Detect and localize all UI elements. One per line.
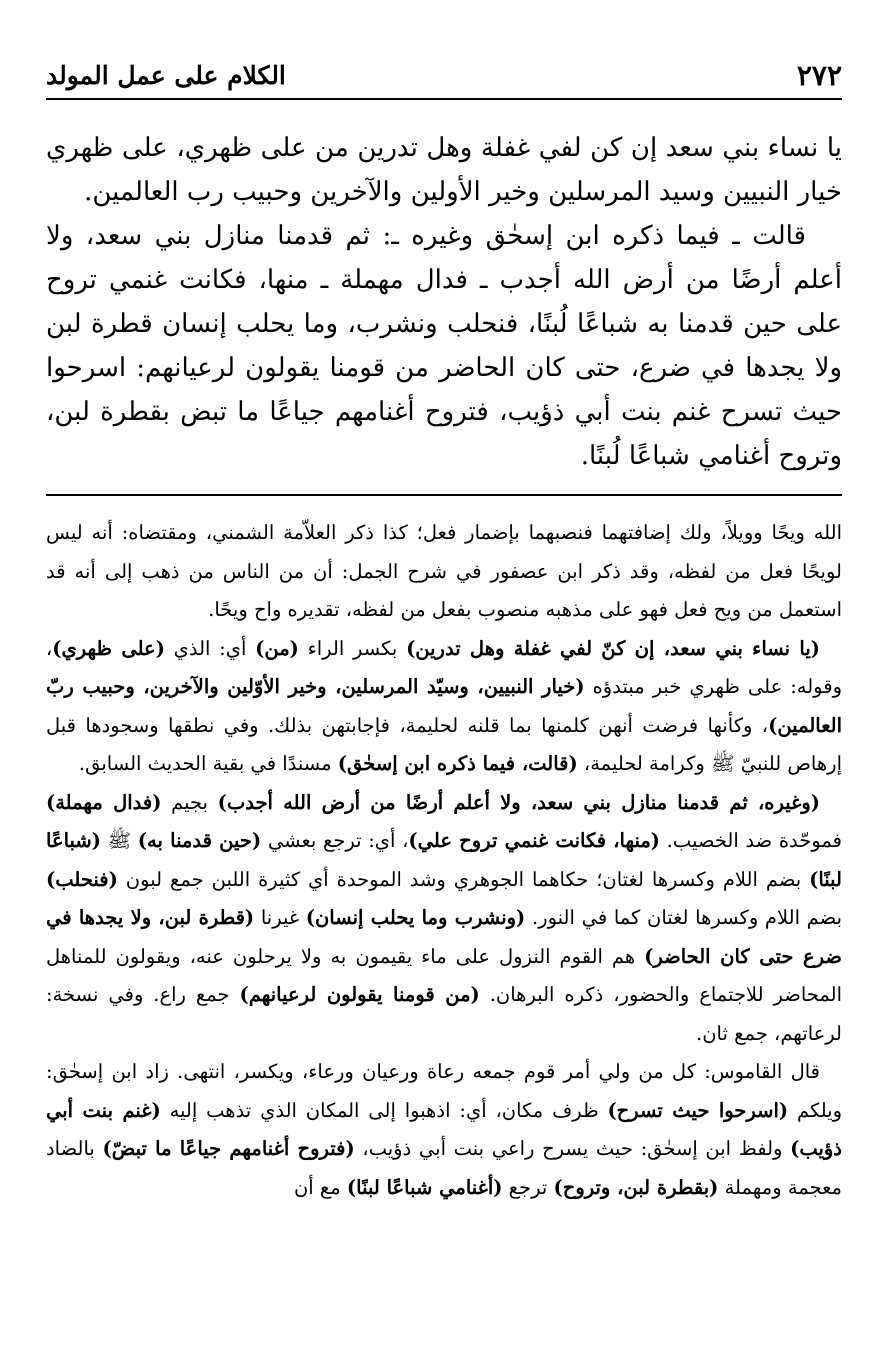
- commentary-text: ، وكأنها فرضت أنهن كلمنها بما قلنه لحليمة، فإجابتهن بذلك. وفي نطقها وسجودها قبل إرهاص للنبيّ ﷺ وكرامة لحليمة،: [46, 713, 842, 775]
- bold-quoted-phrase: (فنحلب): [46, 867, 118, 891]
- commentary-text: ، أي: ترجع بعشي: [261, 829, 409, 852]
- bold-quoted-phrase: (منها، فكانت غنمي تروح علي): [408, 829, 661, 852]
- page-header: [46, 52, 842, 100]
- commentary-text: ﷺ: [100, 829, 138, 852]
- main-paragraph-2: قالت ـ فيما ذكره ابن إسحٰق وغيره ـ: ثم قدمنا منازل بني سعد، ولا أعلم أرضًا من أرض الله أجدب ـ فدال مهملة ـ منها، فكانت غنمي تروح على حين قدمنا به شباعًا لُبنًا، فنحلب ونشرب، وما يحلب إنسان قطرة لبن ولا يجدها في ضرع، حتى كان الحاضر من قومنا يقولون لرعيانهم: اسرحوا حيث تسرح غنم بنت أبي ذؤيب، فتروح أغنامهم جياعًا ما تبض بقطرة لبن، وتروح أغنامي شباعًا لُبنًا.: [46, 221, 842, 471]
- bold-quoted-phrase: (على ظهري): [52, 636, 165, 660]
- commentary-text: أي: الذي: [164, 636, 256, 660]
- footnote-paragraph-2: [46, 630, 842, 784]
- commentary-text: بجيم: [161, 790, 218, 814]
- commentary-text: غيرنا: [254, 906, 306, 929]
- commentary-text: ولفظ ابن إسحٰق: حيث يسرح راعي بنت أبي ذؤيب،: [354, 1137, 791, 1160]
- bold-quoted-phrase: (غنم بنت أبي ذؤيب): [46, 1098, 842, 1160]
- page-number: ٢٧٢: [796, 58, 842, 92]
- bold-quoted-phrase: (فدال مهملة): [46, 790, 162, 814]
- bold-quoted-phrase: (أغنامي شباعًا لبنًا): [346, 1175, 503, 1199]
- footnote-paragraph-3: [46, 784, 842, 1054]
- commentary-text: ترجع: [502, 1175, 554, 1199]
- commentary-text: فموحّدة ضد الخصيب.: [660, 829, 843, 852]
- bold-quoted-phrase: (يا نساء بني سعد، إن كنّ لفي غفلة وهل تدرين): [406, 636, 820, 660]
- footnotes: [46, 514, 842, 1207]
- commentary-text: جمع راع. وفي نسخة: لرعاتهم، جمع ثان.: [46, 983, 842, 1045]
- commentary-text: ظرف مكان، أي: اذهبوا إلى المكان الذي تذهب إليه: [160, 1098, 608, 1122]
- footnote-paragraph-4: [46, 1053, 842, 1207]
- bold-quoted-phrase: (قالت، فيما ذكره ابن إسحٰق): [337, 752, 578, 775]
- commentary-text: بكسر الراء: [298, 636, 407, 660]
- bold-quoted-phrase: (قطرة لبن، ولا يجدها في ضرع حتى كان الحاضر): [46, 906, 842, 968]
- bold-quoted-phrase: (من قومنا يقولون لرعيانهم): [239, 983, 480, 1006]
- commentary-text: هم القوم النزول على ماء يقيمون به ولا يرحلون عنه، ويقولون للمناهل المحاضر للاجتماع والحضور، ذكره البرهان.: [46, 944, 843, 1006]
- bold-quoted-phrase: (من): [255, 636, 299, 660]
- book-page: [46, 52, 842, 1332]
- main-paragraph-1: يا نساء بني سعد إن كن لفي غفلة وهل تدرين من على ظهري، على ظهري خيار النبيين وسيد المرسلين وخير الأولين والآخرين وحبيب رب العالمين.: [46, 133, 842, 207]
- commentary-text: بضم اللام وكسرها لغتان؛ حكاهما الجوهري وشد الموحدة أي كثيرة اللبن جمع لبون: [117, 867, 810, 891]
- bold-quoted-phrase: (اسرحوا حيث تسرح): [607, 1098, 789, 1122]
- bold-quoted-phrase: (بقطرة لبن، وتروح): [553, 1175, 719, 1199]
- main-text: [46, 126, 842, 478]
- bold-quoted-phrase: (فتروح أغنامهم جياعًا ما تبضّ): [102, 1137, 355, 1160]
- running-title: الكلام على عمل المولد: [46, 60, 286, 90]
- commentary-text: مع أن: [293, 1175, 347, 1199]
- footnote-separator: [46, 494, 842, 496]
- bold-quoted-phrase: (ونشرب وما يحلب إنسان): [305, 906, 526, 929]
- bold-quoted-phrase: (شباعًا لبنًا): [46, 829, 842, 891]
- commentary-text: بالضاد معجمة ومهملة: [46, 1137, 842, 1199]
- commentary-text: بضم اللام وكسرها لغتان كما في النور.: [525, 906, 842, 929]
- commentary-text: مسندًا في بقية الحديث السابق.: [78, 752, 338, 775]
- commentary-text: ، وقوله: على ظهري خبر مبتدؤه: [46, 636, 842, 698]
- footnote-paragraph-1: الله ويحًا وويلاً، ولك إضافتهما فنصبهما بإضمار فعل؛ كذا ذكر العلاّمة الشمني، ومقتضاه: أنه ليس لويحًا فعل من لفظه، وقد ذكر ابن عصفور في شرح الجمل: أن من الناس من ذهب إلى أنه قد استعمل من ويح فعل فهو على مذهبه منصوب بفعل من لفظه، تقديره واح ويحًا.: [46, 521, 843, 621]
- commentary-text: قال القاموس: كل من ولي أمر قوم جمعه رعاة ورعيان ورعاء، ويكسر، انتهى. زاد ابن إسحٰق: ويلكم: [46, 1060, 843, 1122]
- bold-quoted-phrase: (خيار النبيين، وسيّد المرسلين، وخير الأوّلين والآخرين، وحبيب ربّ العالمين): [46, 675, 842, 737]
- bold-quoted-phrase: (حين قدمنا به): [137, 829, 262, 852]
- bold-quoted-phrase: (وغيره، ثم قدمنا منازل بني سعد، ولا أعلم أرضًا من أرض الله أجدب): [217, 790, 820, 814]
